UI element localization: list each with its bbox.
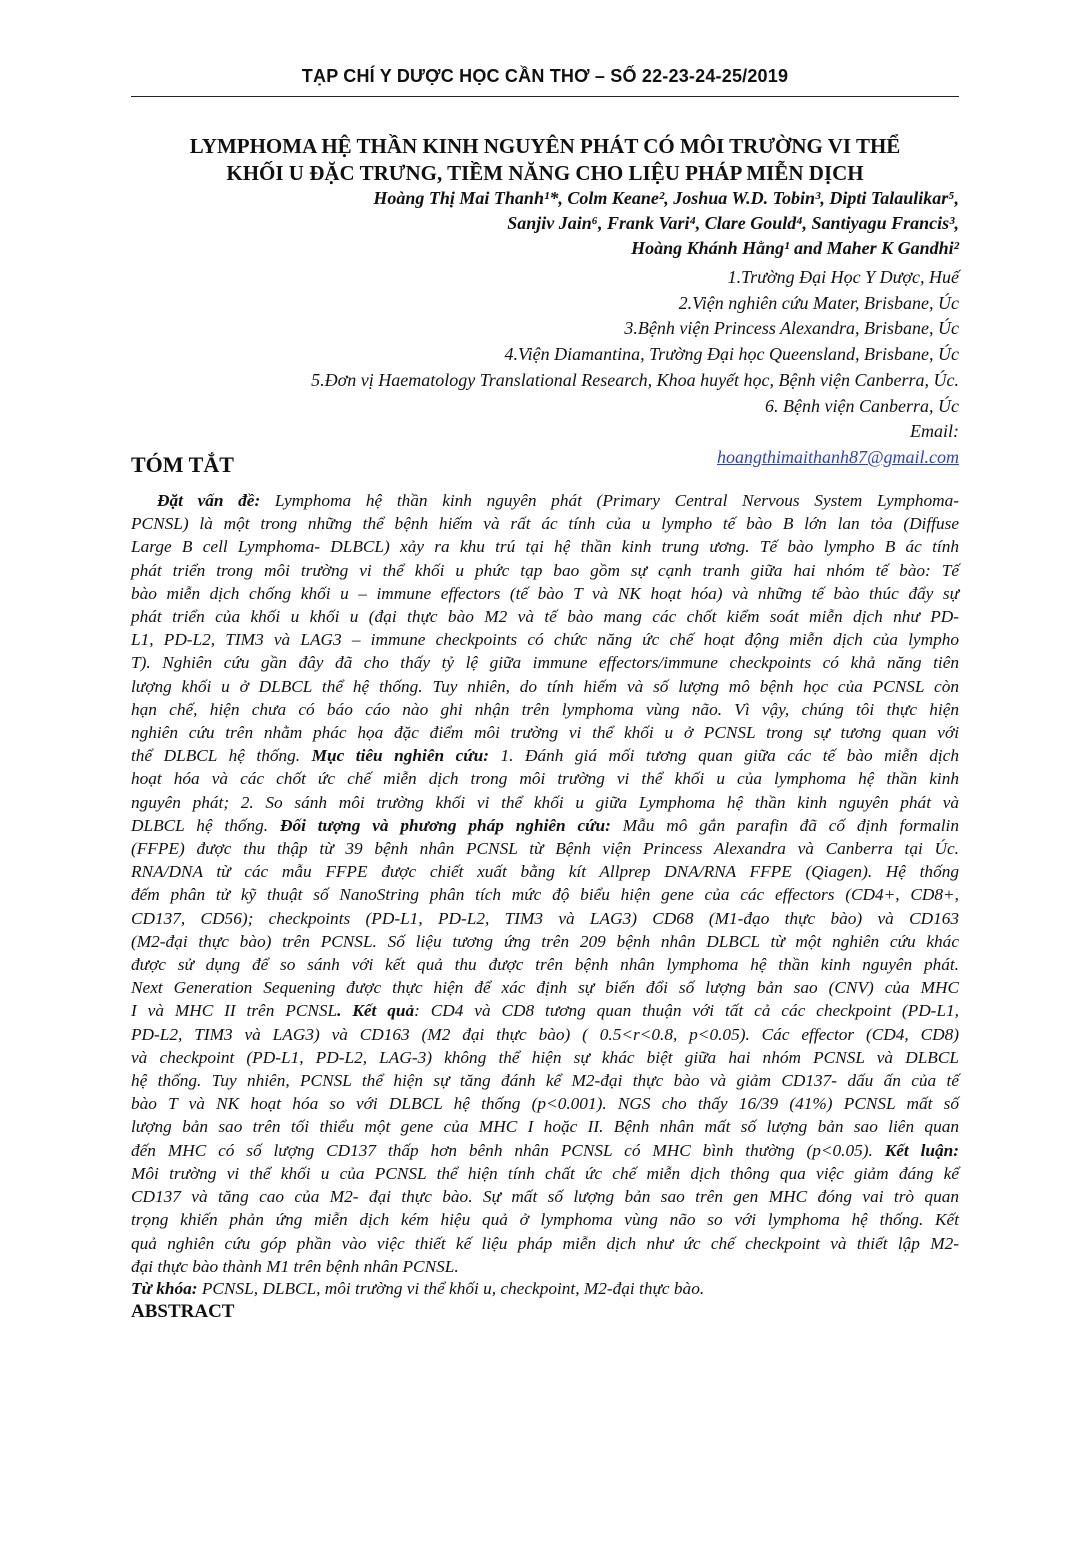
abstract-bold-label: Kết luận: xyxy=(884,1140,959,1160)
abstract-line xyxy=(131,651,959,674)
email-line xyxy=(131,419,959,470)
abstract-line xyxy=(131,512,959,535)
abstract-text: 1. Đánh giá mối tương quan giữa các tế bào miễn dịch xyxy=(489,746,959,766)
abstract-line xyxy=(131,976,959,999)
abstract-line xyxy=(131,767,959,790)
abstract-body xyxy=(131,489,959,1278)
abstract-text: lượng bản sao trên tối thiểu một gene của MHC I hoặc II. Bệnh nhân mất số lượng bản sao liên quan xyxy=(131,1117,959,1137)
keywords-label: Từ khóa: xyxy=(131,1279,198,1298)
abstract-line xyxy=(131,605,959,628)
author-list xyxy=(131,186,959,261)
abstract-text: PCNSL) là một trong những thể bệnh hiếm và rất ác tính của u lympho tế bào B lớn lan tỏa (Diffuse xyxy=(131,514,959,534)
abstract-text: CD137, CD56); checkpoints (PD-L1, PD-L2, TIM3 và LAG3) CD68 (M1-đạo thực bào) và CD163 xyxy=(131,908,959,928)
abstract-text: CD137 và tăng cao của M2- đại thực bào. Sự mất số lượng bản sao trên gen MHC đóng vai trò quan xyxy=(131,1187,959,1207)
abstract-bold-label: Đối tượng và phương pháp nghiên cứu: xyxy=(279,815,611,835)
abstract-text: Môi trường vi thể khối u của PCNSL thể hiện tính chất ức chế miễn dịch thông qua việc giảm đáng kể xyxy=(131,1163,959,1183)
abstract-line xyxy=(131,883,959,906)
abstract-text: hoạt hóa và các chốt ức chế miễn dịch trong môi trường vi thể khối u của lymphoma hệ thần kinh xyxy=(131,769,959,789)
abstract-text: (FFPE) được thu thập từ 39 bệnh nhân PCNSL từ Bệnh viện Princess Alexandra và Canberra tại Úc. xyxy=(131,839,959,859)
abstract-text: phát triển trong môi trường vi thể khối u phức tạp bao gồm sự cạnh tranh giữa hai nhóm tế bào: Tế xyxy=(131,560,959,580)
abstract-text: T). Nghiên cứu gần đây đã cho thấy tỷ lệ giữa immune effectors/immune checkpoints có khả năng tiên xyxy=(131,653,959,673)
author-line: Sanjiv Jain⁶, Frank Vari⁴, Clare Gould⁴, Santiyagu Francis³, xyxy=(507,213,959,233)
abstract-line xyxy=(131,721,959,744)
abstract-text: được sử dụng để so sánh với kết quả thu được trên bệnh nhân lymphoma hệ thần kinh nguyên phát. xyxy=(131,955,959,975)
keywords-line xyxy=(131,1277,959,1300)
abstract-line xyxy=(131,814,959,837)
abstract-line xyxy=(131,559,959,582)
abstract-bold-label: . Kết quả xyxy=(337,1001,415,1021)
abstract-text: Mẫu mô gắn parafin đã cố định formalin xyxy=(610,815,959,835)
abstract-line xyxy=(131,675,959,698)
abstract-text: đến MHC có số lượng CD137 thấp hơn bênh nhân PCNSL có MHC bình thường (p<0.05). xyxy=(131,1140,885,1160)
abstract-bold-label: Đặt vấn đề: xyxy=(157,491,261,510)
abstract-text: bào miễn dịch chống khối u – immune effectors (tế bào T và NK hoạt hóa) và những tế bào thúc đẩy sự xyxy=(131,583,959,603)
abstract-text: hạn chế, hiện chưa có báo cáo nào ghi nhận trên lymphoma vùng não. Vì vậy, chúng tôi thực hiện xyxy=(131,699,959,719)
abstract-line xyxy=(131,1139,959,1162)
journal-header: TẠP CHÍ Y DƯỢC HỌC CẦN THƠ – SỐ 22-23-24-25/2019 xyxy=(301,66,789,86)
email-label: Email: xyxy=(910,421,959,442)
abstract-line xyxy=(131,791,959,814)
abstract-line xyxy=(131,1255,959,1278)
abstract-text: (M2-đại thực bào) trên PCNSL. Số liệu tương ứng trên 209 bệnh nhân DLBCL từ một nghiên cứu khác xyxy=(131,931,959,951)
abstract-text: thể DLBCL hệ thống. xyxy=(131,746,312,766)
article-title xyxy=(131,133,959,187)
abstract-line xyxy=(131,1046,959,1069)
abstract-line xyxy=(131,1023,959,1046)
abstract-line xyxy=(131,744,959,767)
abstract-line xyxy=(131,1162,959,1185)
abstract-text: Next Generation Sequening được thực hiện để xác định sự biến đổi số lượng bản sao (CNV) của MHC xyxy=(131,978,959,998)
abstract-text: Large B cell Lymphoma- DLBCL) xảy ra khu trú tại hệ thần kinh trung ương. Tế bào lympho B ác tính xyxy=(131,537,959,557)
abstract-line xyxy=(131,930,959,953)
abstract-line xyxy=(131,1208,959,1231)
affiliation: 4.Viện Diamantina, Trường Đại học Queensland, Brisbane, Úc xyxy=(504,344,959,365)
abstract-text: trọng khiến phản ứng miễn dịch kém hiệu quả ở lymphoma vùng não so với lymphoma hệ thống. Kết xyxy=(131,1210,959,1230)
abstract-text: nghiên cứu trên nhằm phác họa đặc điểm môi trường vi thể khối u ở PCNSL trong sự tương quan với xyxy=(131,723,959,743)
abstract-text: : CD4 và CD8 tương quan thuận với tất cả các checkpoint (PD-L1, xyxy=(414,1001,959,1021)
header-rule xyxy=(131,96,959,97)
abstract-line xyxy=(131,628,959,651)
affiliation: 3.Bệnh viện Princess Alexandra, Brisbane, Úc xyxy=(624,318,959,339)
abstract-text: hệ thống. Tuy nhiên, PCNSL thể hiện sự tăng đánh kể M2-đại thực bào và giảm CD137- dấu ấn của tế xyxy=(131,1071,959,1091)
author-line: Hoàng Khánh Hằng¹ and Maher K Gandhi² xyxy=(631,238,959,258)
abstract-text: L1, PD-L2, TIM3 và LAG3 – immune checkpoints có chức năng ức chế hoạt động miễn dịch của lympho xyxy=(131,630,959,650)
abstract-line xyxy=(131,907,959,930)
abstract-bold-label: Mục tiêu nghiên cứu: xyxy=(311,746,490,766)
abstract-text: RNA/DNA từ các mẫu FFPE được chiết xuất bằng kít Allprep DNA/RNA FFPE (Qiagen). Hệ thống xyxy=(131,862,959,882)
abstract-text: I và MHC II trên PCNSL xyxy=(131,1001,338,1021)
email-link[interactable]: hoangthimaithanh87@gmail.com xyxy=(716,446,959,467)
abstract-line xyxy=(131,489,959,512)
title-line: LYMPHOMA HỆ THẦN KINH NGUYÊN PHÁT CÓ MÔI TRƯỜNG VI THỂ xyxy=(189,134,901,158)
abstract-text: DLBCL hệ thống. xyxy=(131,815,280,835)
abstract-line xyxy=(131,860,959,883)
abstract-line xyxy=(131,582,959,605)
author-line: Hoàng Thị Mai Thanh¹*, Colm Keane², Joshua W.D. Tobin³, Dipti Talaulikar⁵, xyxy=(373,188,959,208)
abstract-text: nguyên phát; 2. So sánh môi trường khối vi thể khối u giữa Lymphoma hệ thần kinh nguyên phát và xyxy=(131,792,959,812)
abstract-heading: ABSTRACT xyxy=(131,1301,235,1322)
abstract-text: lượng khối u ở DLBCL thể hệ thống. Tuy nhiên, do tính hiếm và số lượng mô bệnh học của PCNSL còn xyxy=(131,676,959,696)
abstract-line xyxy=(131,837,959,860)
abstract-text: PD-L2, TIM3 và LAG3) và CD163 (M2 đại thực bào) ( 0.5<r<0.8, p<0.05). Các effector (CD4, CD8) xyxy=(131,1024,959,1044)
abstract-line xyxy=(131,1185,959,1208)
section-title-summary: TÓM TẮT xyxy=(131,452,234,477)
abstract-line xyxy=(131,1232,959,1255)
abstract-line xyxy=(131,953,959,976)
abstract-line xyxy=(131,1092,959,1115)
abstract-line xyxy=(131,535,959,558)
abstract-text: bào T và NK hoạt hóa so với DLBCL hệ thống (p<0.001). NGS cho thấy 16/39 (41%) PCNSL mất số xyxy=(131,1094,959,1114)
affiliation: 1.Trường Đại Học Y Dược, Huế xyxy=(727,267,959,287)
abstract-text: quả nghiên cứu góp phần vào việc thiết kế liệu pháp miễn dịch như ức chế checkpoint và thiết lập M2- xyxy=(131,1233,959,1253)
affiliation-list xyxy=(131,265,959,471)
abstract-line xyxy=(131,698,959,721)
affiliation: 5.Đơn vị Haematology Translational Research, Khoa huyết học, Bệnh viện Canberra, Úc. xyxy=(311,369,959,390)
abstract-line xyxy=(131,1069,959,1092)
affiliation: 6. Bệnh viện Canberra, Úc xyxy=(765,395,959,416)
abstract-line xyxy=(131,1115,959,1138)
keywords-text: PCNSL, DLBCL, môi trường vi thể khối u, checkpoint, M2-đại thực bào. xyxy=(197,1279,705,1298)
abstract-text: phát triển của khối u khối u (đại thực bào M2 và tế bào mang các chốt kiểm soát miễn dịch như PD- xyxy=(131,607,959,627)
abstract-text: đại thực bào thành M1 trên bệnh nhân PCNSL. xyxy=(131,1256,459,1276)
abstract-text: Lymphoma hệ thần kinh nguyên phát (Primary Central Nervous System Lymphoma- xyxy=(260,491,959,510)
abstract-text: và checkpoint (PD-L1, PD-L2, LAG-3) không thể hiện sự khác biệt giữa hai nhóm PCNSL và DLBCL xyxy=(131,1047,959,1067)
affiliation: 2.Viện nghiên cứu Mater, Brisbane, Úc xyxy=(678,292,959,313)
abstract-text: đếm phân tử kỹ thuật số NanoString phân tích mức độ biểu hiện gene của các effectors (CD4+, CD8+, xyxy=(131,885,959,905)
title-line: KHỐI U ĐẶC TRƯNG, TIỀM NĂNG CHO LIỆU PHÁP MIỄN DỊCH xyxy=(226,161,864,185)
abstract-line xyxy=(131,999,959,1022)
